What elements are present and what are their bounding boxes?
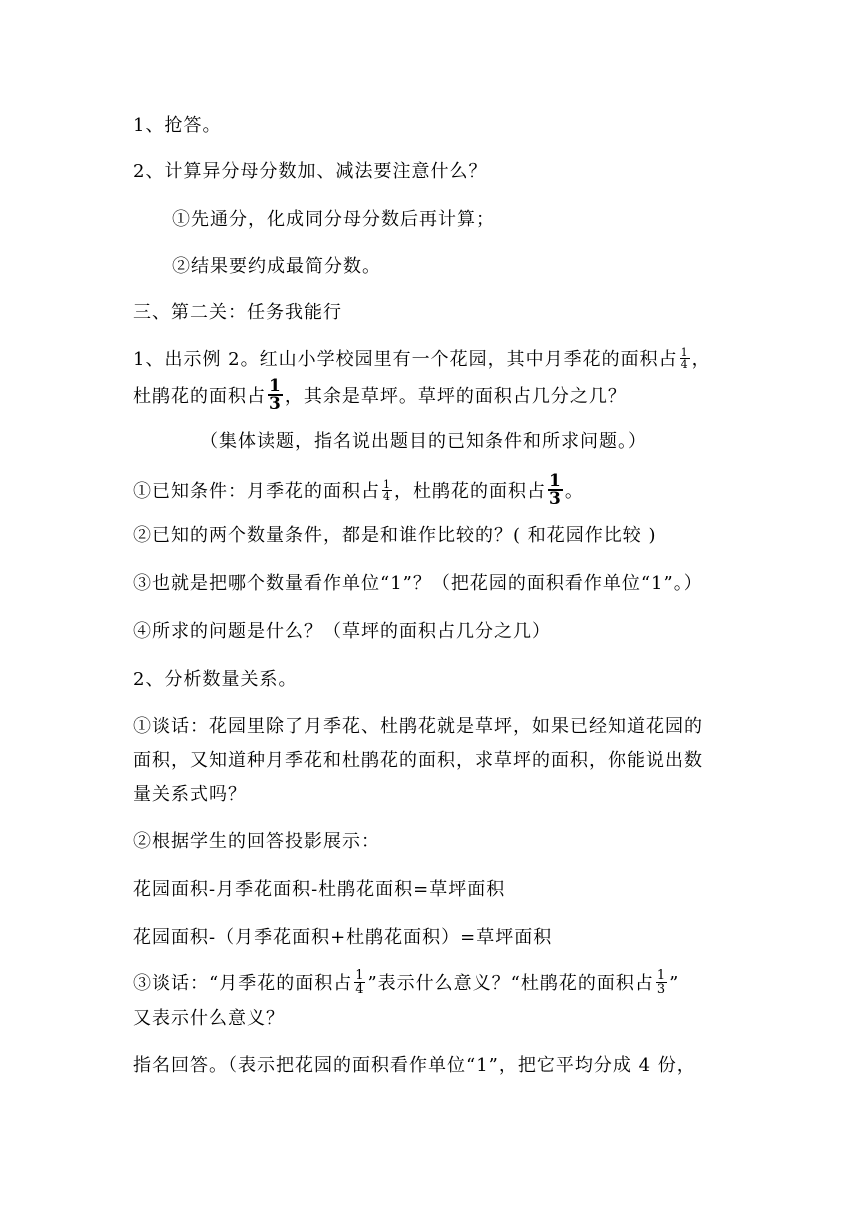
line-2: 2、计算异分母分数加、减法要注意什么？	[133, 161, 488, 182]
denominator: 4	[383, 489, 391, 503]
text-segment: ，杜鹃花的面积占	[394, 481, 546, 502]
denominator: 3	[656, 981, 667, 997]
numerator: 1	[656, 967, 667, 983]
section-title: 三、第二关：任务我能行	[133, 302, 342, 323]
example-line-2	[133, 376, 627, 414]
formula-2: 花园面积-（月季花面积+杜鹃花面积）=草坪面积	[133, 927, 553, 948]
text-segment: ③谈话：“月季花的面积占	[133, 973, 353, 994]
numerator: 1	[549, 471, 562, 491]
fraction-one-third	[548, 473, 563, 507]
fraction-one-third	[656, 969, 667, 996]
denominator: 4	[680, 357, 689, 371]
line-22: 指名回答。（表示把花园的面积看作单位“1”，把它平均分成 4 份，	[133, 1055, 696, 1076]
line-12: ④所求的问题是什么？（草坪的面积占几分之几）	[133, 621, 551, 642]
line-1: 1、抢答。	[133, 115, 222, 136]
line-17: ②根据学生的回答投影展示：	[133, 831, 380, 852]
line-3: ①先通分，化成同分母分数后再计算；	[172, 209, 495, 230]
fraction-one-quarter	[382, 479, 392, 502]
fraction-one-quarter	[354, 969, 365, 996]
text-segment: 。	[564, 481, 584, 502]
fraction-one-quarter	[680, 347, 690, 370]
denominator: 3	[549, 489, 562, 509]
numerator: 1	[269, 376, 282, 396]
line-11: ③也就是把哪个数量看作单位“1”？（把花园的面积看作单位“1”。）	[133, 573, 703, 594]
denominator: 3	[269, 394, 282, 414]
numerator: 1	[680, 345, 689, 359]
reading-note: （集体读题，指名说出题目的已知条件和所求问题。）	[200, 431, 647, 452]
line-4: ②结果要约成最简分数。	[172, 256, 381, 277]
line-15: 面积，又知道种月季花和杜鹃花的面积，求草坪的面积，你能说出数	[133, 750, 703, 771]
numerator: 1	[383, 477, 391, 491]
question-line	[133, 967, 680, 998]
text-segment: ①已知条件：月季花的面积占	[133, 481, 380, 502]
formula-1: 花园面积-月季花面积-杜鹃花面积=草坪面积	[133, 879, 506, 900]
numerator: 1	[355, 967, 365, 983]
text-segment: 杜鹃花的面积占	[133, 386, 266, 407]
text-segment: 1、出示例 2。红山小学校园里有一个花园，其中月季花的面积占	[133, 349, 678, 370]
text-segment: ”表示什么意义？“杜鹃花的面积占	[367, 973, 654, 994]
denominator: 4	[355, 981, 365, 997]
line-16: 量关系式吗？	[133, 784, 247, 805]
line-13: 2、分析数量关系。	[133, 669, 298, 690]
known-conditions-line	[133, 471, 584, 509]
text-segment: ，	[691, 349, 711, 370]
line-14: ①谈话：花园里除了月季花、杜鹃花就是草坪，如果已经知道花园的	[133, 716, 703, 737]
example-line-1	[133, 346, 711, 374]
text-segment: ，其余是草坪。草坪的面积占几分之几？	[284, 386, 627, 407]
text-segment: ”	[669, 973, 680, 994]
line-21: 又表示什么意义？	[133, 1008, 285, 1029]
fraction-one-third	[268, 378, 283, 412]
line-10: ②已知的两个数量条件，都是和谁作比较的？( 和花园作比较 )	[133, 525, 657, 546]
